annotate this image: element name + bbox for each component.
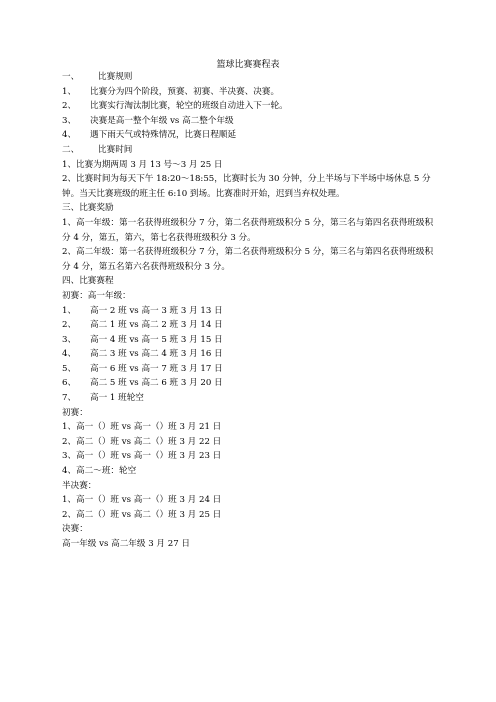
section-heading-rules [62,70,436,85]
award-item: 1、高一年级：第一名获得班级积分 7 分，第二名获得班级积分 5 分，第三名与第四名获得班级积分 4 分，第五，第六，第七名获得班级积分 3 分。 [62,217,434,243]
section-heading-text: 比赛规则 [98,72,133,82]
match-item [62,318,436,333]
item-number: 1、 [62,86,77,97]
time-item: 1、比赛为期两周 3 月 13 号～3 月 25 日 [62,159,223,170]
item-number: 4、 [62,349,77,360]
match-item: 1、高一（）班 vs 高一（）班 3 月 24 日 [62,495,222,506]
section-number: 一、 [62,72,80,82]
match-item [62,304,436,319]
match-text: 高一 1 班轮空 [90,393,144,404]
final-heading: 决赛： [62,524,88,535]
match-item: 2、高二（）班 vs 高二（）班 3 月 25 日 [62,509,222,520]
first-round-heading: 初赛： [62,407,88,418]
match-item [62,333,436,348]
item-number: 4、 [62,130,77,141]
item-text: 比赛分为四个阶段，预赛、初赛、半决赛、决赛。 [90,86,280,97]
document-body [62,70,436,552]
item-number: 3、 [62,115,77,126]
match-item [62,376,436,391]
item-number: 2、 [62,101,77,112]
final-match: 高一年级 vs 高二年级 3 月 27 日 [62,539,190,549]
match-text: 高二 1 班 vs 高二 2 班 3 月 14 日 [90,320,223,331]
match-item: 1、高一（）班 vs 高一（）班 3 月 21 日 [62,422,222,433]
semifinal-heading: 半决赛： [62,480,97,491]
match-item: 4、高二～班：轮空 [62,466,137,477]
item-number: 3、 [62,334,77,345]
rule-item [62,114,436,129]
match-item [62,362,436,377]
match-text: 高一 2 班 vs 高一 3 班 3 月 13 日 [90,305,223,316]
match-item [62,391,436,406]
section-heading-time [62,143,436,158]
section-number: 二、 [62,144,80,155]
award-item: 2、高二年级：第一名获得班级积分 7 分，第二名获得班级积分 5 分，第三名与第四名获得班级积分 4 分，第五名第六名获得班级积分 3 分。 [62,247,434,272]
item-text: 比赛实行淘汰制比赛，轮空的班级自动进入下一轮。 [90,101,288,112]
time-item: 2、比赛时间为每天下午 18:20～18:55，比赛时长为 30 分钟，分上半场与下半场中场休息 5 分钟。当天比赛班级的班主任 6:10 到场。比赛准时开始，迟到当弃权处理。 [62,174,431,199]
rule-item [62,85,436,100]
match-text: 高二 3 班 vs 高二 4 班 3 月 16 日 [90,349,223,360]
match-text: 高一 6 班 vs 高一 7 班 3 月 17 日 [90,363,223,374]
item-text: 决赛是高一整个年级 vs 高二整个年级 [90,115,234,126]
item-number: 6、 [62,378,77,389]
match-item: 2、高二（）班 vs 高二（）班 3 月 22 日 [62,436,222,447]
match-item: 3、高一（）班 vs 高一（）班 3 月 23 日 [62,451,222,462]
section-heading-schedule: 四、比赛赛程 [62,276,114,287]
match-item [62,347,436,362]
rule-item [62,99,436,114]
section-heading-awards: 三、比赛奖励 [62,203,114,214]
document-title: 篮球比赛赛程表 [216,60,280,70]
item-number: 2、 [62,320,77,331]
match-text: 高一 4 班 vs 高一 5 班 3 月 15 日 [90,334,223,345]
match-text: 高二 5 班 vs 高二 6 班 3 月 20 日 [90,378,223,389]
item-number: 7、 [62,393,77,404]
prelim-heading: 初赛：高一年级： [62,290,131,301]
rule-item [62,128,436,143]
item-text: 遇下雨天气或特殊情况，比赛日程顺延 [90,130,237,141]
item-number: 5、 [62,363,77,374]
item-number: 1、 [62,305,77,316]
section-heading-text: 比赛时间 [98,144,133,155]
